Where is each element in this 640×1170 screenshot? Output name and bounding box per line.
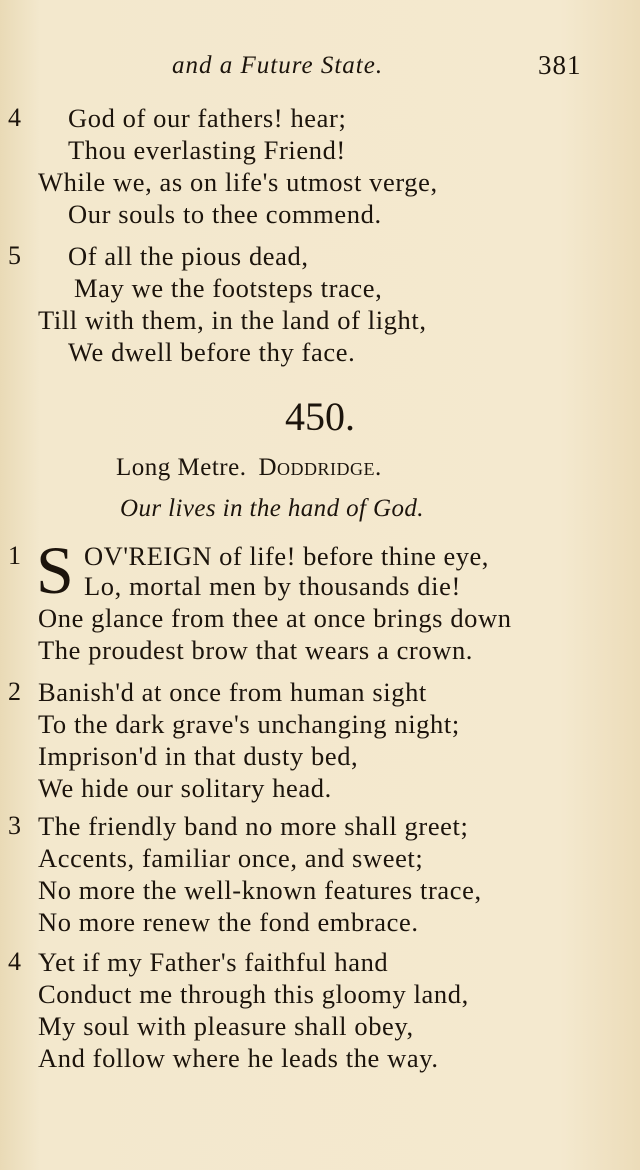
verse-line: Yet if my Father's faithful hand	[38, 947, 389, 977]
verse-line: While we, as on life's utmost verge,	[38, 167, 438, 197]
verse-line: The friendly band no more shall greet;	[38, 811, 469, 841]
verse-line: And follow where he leads the way.	[38, 1043, 439, 1073]
verse-line: One glance from thee at once brings down	[38, 603, 512, 633]
meter-line	[116, 454, 382, 482]
verse-line: Our souls to thee commend.	[68, 199, 382, 229]
verse-line: No more renew the fond embrace.	[38, 907, 419, 937]
meter: Long Metre.	[116, 454, 247, 481]
hymn-subtitle: Our lives in the hand of God.	[120, 495, 424, 522]
page-header	[0, 48, 640, 84]
verse-line: No more the well-known features trace,	[38, 875, 482, 905]
drop-cap: S	[36, 532, 74, 608]
page-number: 381	[538, 50, 582, 80]
stanza-number: 4	[8, 103, 21, 132]
verse-line: Of all the pious dead,	[68, 241, 309, 271]
verse-line: Till with them, in the land of light,	[38, 305, 427, 335]
stanza-number: 2	[8, 677, 21, 706]
verse-line: Banish'd at once from human sight	[38, 677, 427, 707]
hymn-number: 450.	[285, 394, 355, 439]
running-title: and a Future State.	[172, 52, 384, 79]
stanza-number: 1	[8, 541, 21, 570]
verse-line: Lo, mortal men by thousands die!	[84, 571, 461, 601]
verse-line: OV'REIGN of life! before thine eye,	[84, 541, 489, 571]
verse-line: We hide our solitary head.	[38, 773, 332, 803]
verse-line: Imprison'd in that dusty bed,	[38, 741, 359, 771]
verse-line: To the dark grave's unchanging night;	[38, 709, 460, 739]
verse-line: The proudest brow that wears a crown.	[38, 635, 474, 665]
stanza-number: 3	[8, 811, 21, 840]
verse-line: May we the footsteps trace,	[74, 273, 383, 303]
stanza-number: 4	[8, 947, 21, 976]
verse-line: We dwell before thy face.	[68, 337, 356, 367]
stanza-number: 5	[8, 241, 21, 270]
verse-line: Conduct me through this gloomy land,	[38, 979, 469, 1009]
verse-line: God of our fathers! hear;	[68, 103, 347, 133]
verse-line: My soul with pleasure shall obey,	[38, 1011, 414, 1041]
author: Doddridge.	[258, 454, 382, 481]
verse-line: Thou everlasting Friend!	[68, 135, 346, 165]
verse-line: Accents, familiar once, and sweet;	[38, 843, 424, 873]
